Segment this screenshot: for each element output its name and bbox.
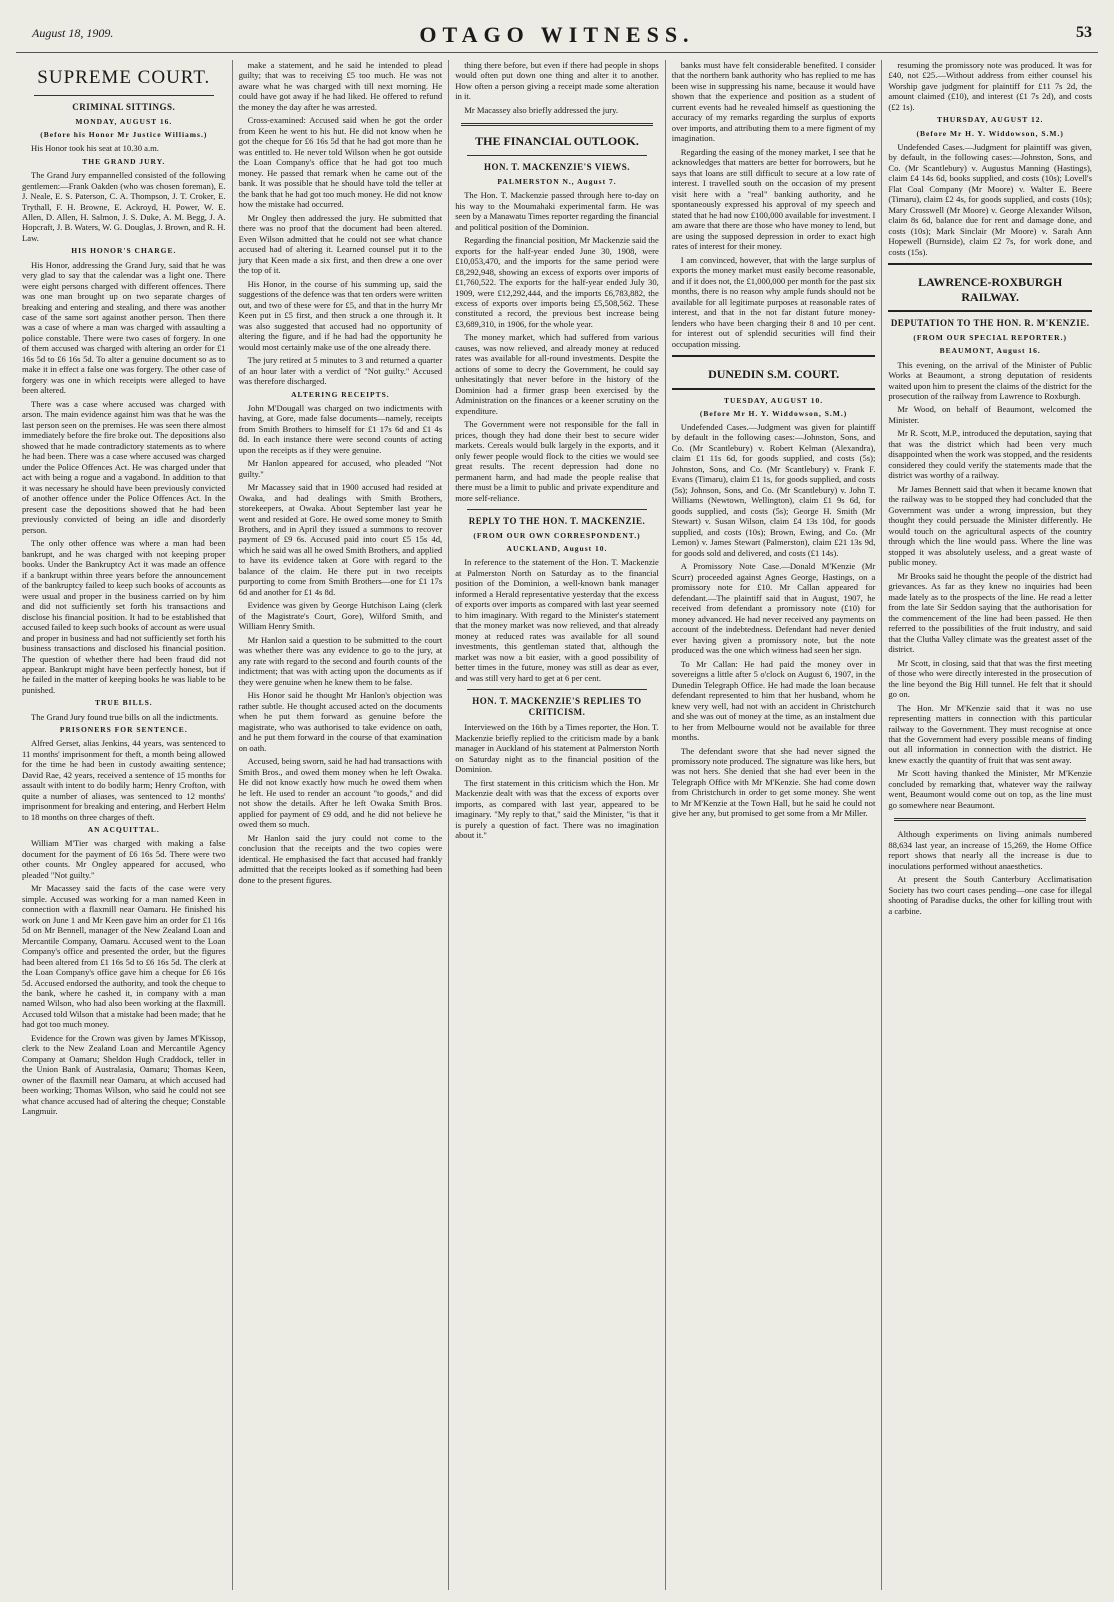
subheading: HON. T. MACKENZIE'S REPLIES TO CRITICISM. xyxy=(472,696,642,718)
dateline: AUCKLAND, August 10. xyxy=(506,544,608,554)
paragraph: In reference to the statement of the Hon. T. Mackenzie at Palmerston North on Saturday as to the financial position of the Dominion, a well-known bank manager informed a Herald representative yesterday that the excess of exports over imports as compared with last year seemed to him imaginary. With regard to the Minister's statement that the money market was now relieved, and that already money at reduced rates was available for all sound investments, this gentleman stated that, although the market was now a bit easier, with a good possibility of better times in the future, money was still as dear as ever, and was still very hard to get at 6 per cent. xyxy=(455,557,659,683)
subsection-heading: THE GRAND JURY. xyxy=(82,156,166,166)
subheading: CRIMINAL SITTINGS. xyxy=(72,102,176,113)
dateline: TUESDAY, AUGUST 10. xyxy=(723,395,824,405)
divider xyxy=(894,818,1086,821)
section-heading-dunedin-court: DUNEDIN S.M. COURT. xyxy=(708,367,840,382)
paragraph: Mr Hanlon said a question to be submitted to the court was whether there was any evidence to go to the jury, at any rate with regard to the second and fourth counts of the indictment; that was with acting upon the documents as if they were genuine when he knew them to be false. xyxy=(238,634,443,687)
dateline: THURSDAY, AUGUST 12. xyxy=(936,115,1044,125)
paragraph: Evidence for the Crown was given by James M'Kissop, clerk to the New Zealand Loan and Mercantile Agency Company at Oamaru; Sheldon Hugh Craddock, teller in the Union Bank of Australasia, Oamaru; Thomas Keen, owner of the flaxmill near Oamaru, at which accused had been working; Thomas Wilson, who said he could not see what chance accused had of altering the cheque; Constable Langmuir. xyxy=(22,1032,226,1117)
column-4 xyxy=(666,60,883,1590)
before-magistrate: (Before Mr H. Y. Widdowson, S.M.) xyxy=(699,408,848,418)
paragraph: The Hon. T. Mackenzie passed through here to-day on his way to the Moumahaki experimental farm. He was seen by a Manawatu Times reporter regarding the financial and political position of the Dominion. xyxy=(455,190,659,232)
paragraph: The Hon. Mr M'Kenzie said that it was no use representing matters in connection with this particular railway to the Government. They must recognise at once that the Government had every possible means of finding out all information in connection with the district. He knew exactly the quantity of fruit that was sent away. xyxy=(888,702,1092,765)
paragraph: Mr James Bennett said that when it became known that the railway was to be stopped they had concluded that the Government was under a wrong impression, but they thought they could persuade the Minister differently. He would touch on the agricultural aspects of the country through which the line would pass. Where the line was stopped it was absolutely useless, and a great waste of public money. xyxy=(888,483,1092,568)
paragraph: Evidence was given by George Hutchison Laing (clerk of the Magistrate's Court, Gore), Wilford Smith, and William Henry Smith. xyxy=(238,600,443,632)
paragraph: Alfred Gerset, alias Jenkins, 44 years, was sentenced to 11 months' imprisonment for theft, a month being allowed for the time he had been in custody awaiting sentence; David Rae, 42 years, received a sentence of 15 months for assault with intent to do bodily harm; Henry Crofton, with quite a number of aliases, was sentenced to 12 months' imprisonment for breaking and entering, and Herbert Helm to 18 months on three charges of theft. xyxy=(22,738,226,822)
paragraph: The Government were not responsible for the fall in prices, though they had done their best to secure wider markets. Cereals would bulk largely in the exports, and it only fewer people would flock to the cities we would see great results. The recent depression had done no permanent harm, and had made the people realise that there must be a limit to public and private expenditure and more self-reliance. xyxy=(455,419,659,503)
divider xyxy=(34,95,214,96)
paragraph: John M'Dougall was charged on two indictments with having, at Gore, made false documents—namely, receipts from Smith Brothers to himself for £1 17s 6d and £1 4s 8d. In each instance there were second counts of acting upon the receipts as if they were genuine. xyxy=(238,402,443,455)
paragraph: thing there before, but even if there had people in shops would often put down one thing and alter it to another. How often a person giving a receipt made some alteration in it. xyxy=(455,60,659,102)
paragraph: The defendant swore that she had never signed the promissory note produced. The signature was like hers, but was not hers. She denied that she had ever been in the Telegraph Office with Mr M'Kenzie. She had come down from Christchurch in order to get some money. She went to Mr M'Kenzie at the Town Hall, but he said he could not give her any, but promised to get some from a Mr Miller. xyxy=(671,745,876,819)
column-2 xyxy=(233,60,450,1590)
section-heading-railway: LAWRENCE-ROXBURGH RAILWAY. xyxy=(918,275,1063,304)
page-number: 53 xyxy=(1076,24,1092,41)
paragraph: Undefended Cases.—Judgment was given for plaintiff by default in the following cases:—Johnston, Sons, and Co. (Mr Scantlebury) v. Robert Kelman (Alexandra), claim £1 11s 6d, for goods supplied, and costs (5s); Johnston, Sons, and Co. (Mr Scantlebury) v. Frank F. Evans (Timaru), claim £1 1s, for goods supplied, and costs (5s); Johnson, Sons, and Co. (Mr Scantlebury) v. John T. Williams (Newtown, Wellington), claim £1 9s 6d, for goods supplied, and costs (5s); George H. Smith (Mr Stewart) v. Susan Wilson, claim £4 13s 10d, for goods supplied, and costs (10s); Brown, Ewing, and Co. (Mr Lemon) v. James Stewart (Palmerston), claim £21 13s 9d, for goods sold and delivered, and costs (£1 14s). xyxy=(671,421,876,558)
paragraph: Mr Scott, in closing, said that that was the first meeting of those who were directly interested in the prosecution of the line beyond the Big Hill tunnel. He felt that it should go on. xyxy=(888,657,1092,700)
paragraph: Mr Ongley then addressed the jury. He submitted that there was no proof that the document had been altered. Even Wilson admitted that he could not see what chance accused had of altering it. Learned counsel put it to the jury that Keen made a six first, and then drew a one over the top of it. xyxy=(238,212,443,276)
dateline: PALMERSTON N., August 7. xyxy=(497,177,617,187)
paragraph: His Honor said he thought Mr Hanlon's objection was rather subtle. He thought accused acted on the documents when he put them forward as genuine before the magistrate, who was authorised to take evidence on oath, and he put them forward in the course of that examination on oath. xyxy=(238,690,443,753)
divider xyxy=(467,509,647,510)
paragraph: make a statement, and he said he intended to plead guilty; that was to receiving £5 too much. He was not aware what he was charged with till next morning. He could have got away if he had liked. He offered to refund the money the day after he was arrested. xyxy=(238,60,443,112)
subheading: DEPUTATION TO THE HON. R. M'KENZIE. xyxy=(890,318,1090,329)
paragraph: Interviewed on the 16th by a Times reporter, the Hon. T. Mackenzie briefly replied to the criticism made by a bank manager in Auckland of his statement at Palmerston North on Saturday night as to the financial position of the Dominion. xyxy=(455,722,659,775)
column-3 xyxy=(449,60,666,1590)
paragraph: To Mr Callan: He had paid the money over in sovereigns a little after 5 o'clock on August 6, 1907, in the Dunedin Telegraph Office. He had made the loan because defendant represented to him that her husband, whom he knew very well, had not with an accident in Christchurch and she was out of money at the time, as an instalment due to her from Melbourne would not be available for three months. xyxy=(671,658,876,743)
paragraph: His Honor, in the course of his summing up, said the suggestions of the defence was that ten orders were written out, and two of these were for £5, and that in the hurry Mr Keen put in £5 first, and then struck a one through it. It was also suggested that accused had no opportunity of altering the figure, and if he had had the opportunity he would most certainly make use of the one already there. xyxy=(238,278,443,352)
paragraph: Accused, being sworn, said he had had transactions with Smith Bros., and owed them money when he left Owaka. He did not know exactly how much he owed them when he left. He used to render an account "to goods," and did not show the details. After he left Owaka Smith Bros. applied for payment of £9 odd, and he did not believe he owed them so much. xyxy=(238,756,443,830)
paragraph: The only other offence was where a man had been bankrupt, and he was charged with not keeping proper books. Under the Bankruptcy Act it was made an offence if a bankrupt within three years before the announcement of the bankruptcy failed to keep such books of accounts as were usual and proper in the business carried on by him and did not sufficiently set forth his transactions and disclose his financial position. It had to be established that accused failed to keep such books of account as were usual and proper in business and had not sufficiently set forth his business transactions and disclosed his financial position. The question of whether there had been fraud did not appear. Bankrupt might have been perfectly honest, but if he failed in the matter of keeping books he was liable to be punished. xyxy=(22,538,226,695)
paragraph: The jury retired at 5 minutes to 3 and returned a quarter of an hour later with a verdict of "Not guilty." Accused was therefore discharged. xyxy=(238,355,443,387)
paragraph: This evening, on the arrival of the Minister of Public Works at Beaumont, a strong deputation of residents waited upon him to present the claims of the district for the prosecution of the railway from Lawrence to Roxburgh. xyxy=(888,359,1092,401)
subsection-heading: TRUE BILLS. xyxy=(94,698,153,708)
paragraph: Regarding the financial position, Mr Mackenzie said the exports for the half-year ended June 30, 1908, were £10,053,470, and the imports for the same period were £8,292,948, showing an excess of exports over imports of £1,760,522. The exports for the half-year ended July 30, 1909, were £12,292,444, and the imports £6,783,882, the excess of exports over imports being £5,508,562. These constituted a record, the previous best increase being £3,689,310, in 1906, for the whole year. xyxy=(455,235,659,329)
paragraph: Mr Macassey said the facts of the case were very simple. Accused was working for a man named Keen in connection with a flaxmill near Oamaru. He finished his work on June 1 and Mr Keen gave him an order for £1 16s 5d on Mr Bennell, manager of the New Zealand Loan and Mercantile Company, Oamaru. Accused went to the Loan Company's office and presented the order, but the figures had been altered from £1 16s 5d to £6 16s 5d. The clerk at the Loan Company's office gave him a cheque for £6 16s 5d. Accused endorsed the authority, and took the cheque to the bank, where he cashed it, in company with a man named Wilson, who had also been working at the flaxmill. Accused told Wilson that a mistake had been made; that he had got too much money. xyxy=(22,883,226,1030)
paragraph: banks must have felt considerable benefited. I consider that the northern bank authority who has replied to me has been wise in suppressing his name, because it would have shown that the experience and position as a student of current events had he revealed himself as questioning the accuracy of my remarks regarding the surplus of exports over imports, and attributing them to a mere figment of my imagination. xyxy=(671,60,876,144)
section-box xyxy=(888,263,1092,312)
paragraph: Cross-examined: Accused said when he got the order from Keen he went to his hut. He did not know when he got the cheque for £6 16s 5d that he had got more than he was entitled to. He never told Wilson when he got outside the Loan Company's office that he had got too much money. He passed that remark when he came out of the bank. It was possible that he should have told the teller at the bank that he had got too much money. He did not know how the mistake had occurred. xyxy=(238,115,443,210)
paragraph: The Grand Jury found true bills on all the indictments. xyxy=(31,711,219,722)
section-heading-supreme-court: SUPREME COURT. xyxy=(37,67,211,88)
paragraph: Mr Hanlon appeared for accused, who pleaded "Not guilty." xyxy=(238,458,443,479)
section-box xyxy=(672,355,876,390)
paragraph: Mr Wood, on behalf of Beaumont, welcomed the Minister. xyxy=(888,404,1092,425)
paragraph: The first statement in this criticism which the Hon. Mr Mackenzie dealt with was that the excess of exports over imports, as compared with last year, appeared to be imaginary. "My reply to that," said the Minister, "is that it is purely a question of fact. There was no imagination about it." xyxy=(455,777,659,841)
paragraph: resuming the promissory note was produced. It was for £40, not £25.—Without address from either counsel his Worship gave judgment for plaintiff for £11 7s 2d, the amount claimed (£10), and interest (£1 7s 2d), and costs (£2 1s). xyxy=(888,60,1092,112)
before-judge: (Before his Honor Mr Justice Williams.) xyxy=(40,130,208,140)
paragraph: A Promissory Note Case.—Donald M'Kenzie (Mr Scurr) proceeded against Agnes George, Hastings, on a promissory note for £10. Mr Callan appeared for defendant.—The plaintiff said that in August, 1907, he received from defendant a promissory note (£10) for money advanced. He had never received any payments on account of the indebtedness. Defendant had never denied ever having given a promissory note, but the note produced was the one which witness had seen her sign. xyxy=(671,561,876,656)
paragraph: There was a case where accused was charged with arson. The main evidence against him was that he was the last person seen on the premises. He was seen there almost immediately before the fire broke out. The depositions also showed that he made contradictory statements as to where he had been. There was a case where accused was charged under the Police Offences Act. He was charged under that act with being a rogue and a vagabond. In addition to that it was necessary he should have been previously convicted of another offence under the Police Offences Act. In the present case the depositions showed that he had been previously convicted of being an idle and disorderly person. xyxy=(22,398,226,535)
paragraph: Mr Brooks said he thought the people of the district had grievances. As far as they knew no inquiries had been made lately as to the prospects of the line. He read a letter from the late Sir Seddon saying that the authorisation for the commencement of the line had been passed. He then referred to the possibilities of the fruit industry, and said that the Clutha Valley climate was the greatest asset of the district. xyxy=(888,570,1092,655)
divider xyxy=(467,155,647,156)
paragraph: His Honor, addressing the Grand Jury, said that he was very glad to say that the calendar was a light one. There were eight persons charged with different offences. There was one man brought up on two separate charges of breaking and entering and stealing, and there was another case of the same sort against another person. Then there was a case of where a man was charged with assaulting a police constable. There were two cases of forgery. In one of them accused was charged with altering an order for £1 16s 5d to £6 16s 5d. To alter a genuine document so as to make it in effect a false one was forgery. The other case of forgery was one in which receipts were alleged to have been altered. xyxy=(22,259,226,396)
paragraph: William M'Tier was charged with making a false document for the payment of £6 16s 5d. There were two other counts. Mr Ongley appeared for accused, who pleaded "Not guilty." xyxy=(22,838,226,880)
column-5 xyxy=(882,60,1098,1590)
subsection-heading: AN ACQUITTAL. xyxy=(87,825,160,835)
paragraph: The Grand Jury empannelled consisted of the following gentlemen:—Frank Oakden (who was chosen foreman), E. J. Neale, E. S. Paterson, C. A. Thompson, J. T. Croker, E. Trythall, F. H. Browne, E. Ackroyd, H. Power, W. E. Allen, D. Allen, H. Salmon, J. S. Duke, A. M. Begg, J. A. Hopcraft, J. B. Waters, W. G. Douglas, J. Brown, and R. H. Law. xyxy=(22,170,226,243)
section-heading-financial-outlook: THE FINANCIAL OUTLOOK. xyxy=(475,134,639,149)
correspondent-note: (FROM OUR OWN CORRESPONDENT.) xyxy=(473,531,641,541)
paragraph: Mr Macassey said that in 1900 accused had resided at Owaka, and had dealings with Smith Brothers, storekeepers, at Owaka. About September last year he went and resided at Gore. He owed some money to Smith Brothers, and in April they issued a summons to recover payment of £9 6s. Accused paid into court £5 15s 4d, which he said was all he owed Smith Brothers, and applied to have its evidence taken at Gore with regard to the balance of the claim. He there put in two receipts purporting to come from Smith Brothers—one for £1 17s 6d and another for £1 4s 8d. xyxy=(238,482,443,597)
paragraph: Regarding the easing of the money market, I see that he acknowledges that matters are better for borrowers, but he says that loans are still difficult to secure at a low rate of interest. I travelled south on the occasion of my present visit here with a "real" banking authority, and he spontaneously expressed his approval of my speech and stated that he had now £100,000 available for investment. I am aware that there are those who have money to lend, but are using the supposed depression in order to exact high rates of interest for their money. xyxy=(671,146,876,252)
subsection-heading: PRISONERS FOR SENTENCE. xyxy=(59,725,188,735)
subheading: HON. T. MACKENZIE'S VIEWS. xyxy=(483,162,630,173)
column-1 xyxy=(16,60,233,1590)
paragraph: Undefended Cases.—Judgment for plaintiff was given, by default, in the following cases:—Johnston, Sons, and Co. (Mr Scantlebury) v. Augustus Manning (Hastings), claim £4 14s 6d, books supplied, and costs (10s); Lovell's Flat Coal Company (Mr Moore) v. Walter E. Beere (Timaru), claim £2 4s, for goods supplied, and costs (10s); Mary Crosswell (Mr Moore) v. George Alexander Wilson, claim 8s 6d, balance due for rent and damage done, and costs (10s); Mark Sinclair (Mr Moore) v. Sarah Ann Hopewell (Burnside), claim £2 7s, for work done, and costs (15s). xyxy=(888,141,1092,257)
paragraph: His Honor took his seat at 10.30 a.m. xyxy=(31,143,159,154)
dateline: BEAUMONT, August 16. xyxy=(939,346,1041,356)
paragraph: Although experiments on living animals numbered 88,634 last year, an increase of 15,269, the Home Office report shows that nearly all the increase is due to inoculations performed without anaesthetics. xyxy=(888,829,1092,871)
divider xyxy=(467,689,647,690)
subsection-heading: ALTERING RECEIPTS. xyxy=(291,389,390,399)
paragraph: Mr Macassey also briefly addressed the jury. xyxy=(464,104,619,115)
paragraph: I am convinced, however, that with the large surplus of exports the money market must easily become reasonable, and if it does not, the £1,000,000 per month for the past six months, there is no reason why ample funds should not be available for all legitimate purposes at reasonable rates of interest, and that in the not far distant future money-lenders who have been charging their 8 and 10 per cent. for interest out of splendid securities will find their occupation missing. xyxy=(671,254,876,349)
paragraph: At present the South Canterbury Acclimatisation Society has two court cases pending—one case for illegal shooting of Paradise ducks, the other for killing trout with a carbine. xyxy=(888,874,1092,916)
reporter-note: (FROM OUR SPECIAL REPORTER.) xyxy=(913,333,1067,343)
paragraph: Mr Hanlon said the jury could not come to the conclusion that the receipts and the two copies were identical. He emphasised the fact that accused had frankly admitted that the receipts looked as if something had been done to the present figures. xyxy=(238,832,443,885)
divider xyxy=(461,123,653,126)
subsection-heading: HIS HONOR'S CHARGE. xyxy=(71,246,177,256)
paragraph: The money market, which had suffered from various causes, was now relieved, and already money at reduced rates was available for all-round investments. Despite the actions of some to decry the Government, he could say unhesitatingly that never before in the history of the Dominion had a firmer grasp been exercised by the Administration on the finances or a keener scrutiny on the expenditure. xyxy=(455,332,659,416)
newspaper-title: OTAGO WITNESS. xyxy=(419,22,695,47)
column-layout xyxy=(16,60,1098,1590)
masthead xyxy=(16,18,1098,53)
paragraph: Mr R. Scott, M.P., introduced the deputation, saying that that was the district which had been very much disappointed when the work was stopped, and the residents considered they could verify the statements made that the district was worthy of a railway. xyxy=(888,428,1092,481)
paragraph: Mr Scott having thanked the Minister, Mr M'Kenzie concluded by remarking that, whatever way the railway went, Beaumont would come out on top, as the line must go somewhere near Beaumont. xyxy=(888,768,1092,810)
subheading: REPLY TO THE HON. T. MACKENZIE. xyxy=(468,516,646,527)
before-magistrate: (Before Mr H. Y. Widdowson, S.M.) xyxy=(916,128,1064,138)
dateline: MONDAY, AUGUST 16. xyxy=(75,117,173,127)
issue-date: August 18, 1909. xyxy=(32,26,114,40)
